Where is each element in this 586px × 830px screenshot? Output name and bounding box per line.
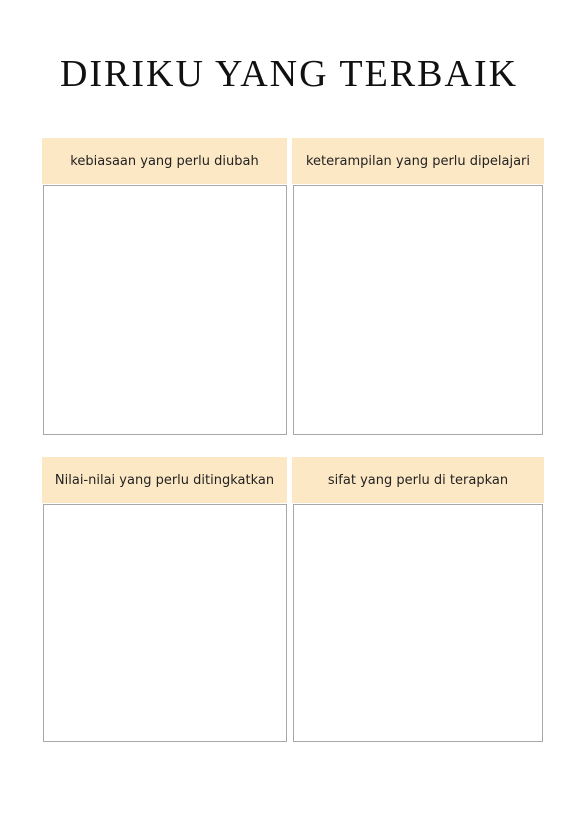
section-header-skills: keterampilan yang perlu dipelajari: [292, 138, 544, 184]
section-header-habits: kebiasaan yang perlu diubah: [42, 138, 287, 184]
writing-box-habits[interactable]: [43, 185, 287, 435]
page-title: DIRIKU YANG TERBAIK: [59, 53, 519, 95]
writing-box-traits[interactable]: [293, 504, 543, 742]
writing-box-values[interactable]: [43, 504, 287, 742]
section-header-traits: sifat yang perlu di terapkan: [292, 457, 544, 503]
writing-box-skills[interactable]: [293, 185, 543, 435]
section-header-values: Nilai-nilai yang perlu ditingkatkan: [42, 457, 287, 503]
